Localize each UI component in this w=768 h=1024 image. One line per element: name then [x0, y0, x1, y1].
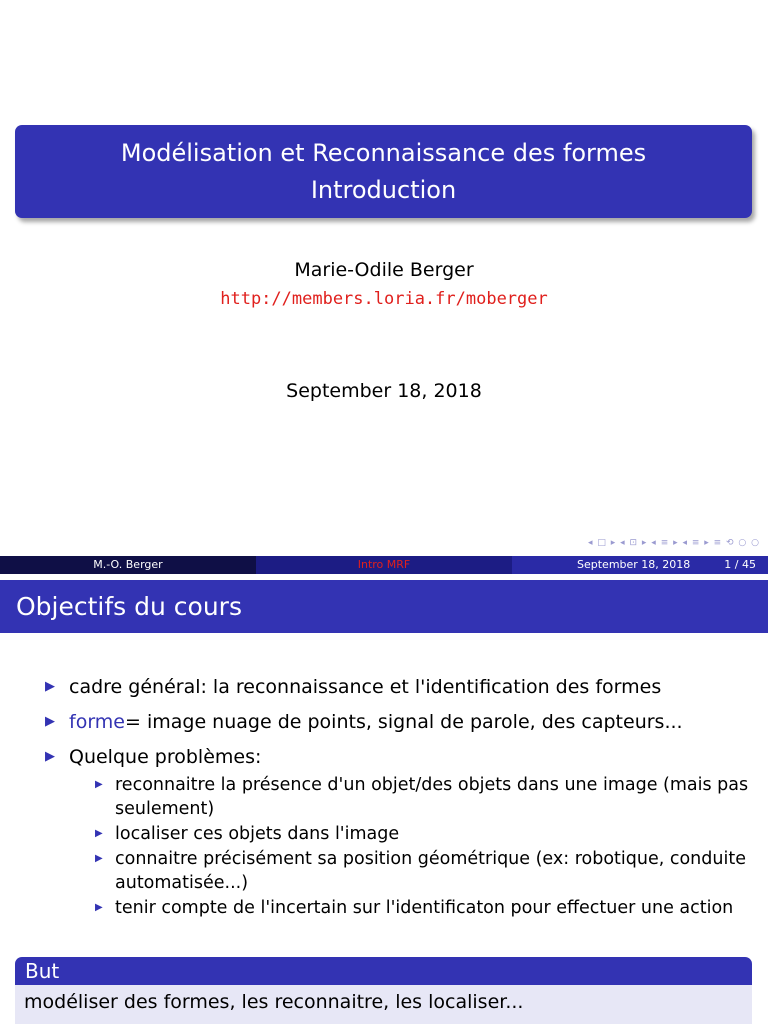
title-line-1: Modélisation et Reconnaissance des formes [120, 138, 647, 167]
list-item-text: = image nuage de points, signal de parole, des capteurs... [125, 711, 683, 733]
sub-list-item [91, 847, 755, 895]
highlight-term: forme [69, 711, 125, 733]
presentation-date: September 18, 2018 [286, 380, 482, 402]
sub-list-item [91, 773, 755, 821]
bullet-triangle-icon: ▶ [45, 749, 55, 764]
sub-list [91, 773, 755, 920]
author-url-link[interactable]: http://members.loria.fr/moberger [220, 289, 548, 309]
footer-author: M.-O. Berger [0, 556, 256, 574]
sub-list-item-text: connaitre précisément sa position géométrique (ex: robotique, conduite automatisée...) [115, 849, 746, 893]
goal-block-title: But [15, 957, 752, 985]
sub-list-item-text: localiser ces objets dans l'image [115, 824, 400, 844]
footer-date-page [512, 556, 768, 574]
beamer-navigation-icons[interactable]: ◂ □ ▸ ◂ ⊡ ▸ ◂ ≡ ▸ ◂ ≡ ▸ ≡ ⟲ ○ ○ [588, 538, 760, 548]
list-item [45, 675, 755, 699]
author-name: Marie-Odile Berger [294, 259, 474, 281]
footer-bar [0, 556, 768, 574]
sub-list-item-text: tenir compte de l'incertain sur l'identificaton pour effectuer une action [115, 898, 734, 918]
sub-list-item-text: reconnaitre la présence d'un objet/des objets dans une image (mais pas seulement) [115, 775, 749, 819]
bullet-triangle-icon: ▶ [45, 714, 55, 729]
frame-title: Objectifs du cours [0, 580, 768, 633]
sub-bullet-triangle-icon: ▶ [95, 853, 103, 864]
list-item-text: Quelque problèmes: [69, 746, 262, 768]
footer-page-number: 1 / 45 [724, 558, 756, 571]
footer-short-title: Intro MRF [256, 556, 512, 574]
goal-block [15, 957, 752, 1024]
sub-bullet-triangle-icon: ▶ [95, 828, 103, 839]
sub-list-item [91, 896, 755, 920]
sub-list-item [91, 822, 755, 846]
objectives-list [45, 675, 755, 931]
bullet-triangle-icon: ▶ [45, 679, 55, 694]
list-item [45, 710, 755, 734]
list-item-text: cadre général: la reconnaissance et l'identification des formes [69, 676, 662, 698]
goal-block-body: modéliser des formes, les reconnaitre, les localiser... [15, 985, 752, 1024]
title-line-2: Introduction [310, 175, 457, 204]
sub-bullet-triangle-icon: ▶ [95, 779, 103, 790]
list-item [45, 745, 755, 920]
footer-date: September 18, 2018 [577, 558, 691, 571]
sub-bullet-triangle-icon: ▶ [95, 902, 103, 913]
title-box [15, 125, 752, 218]
